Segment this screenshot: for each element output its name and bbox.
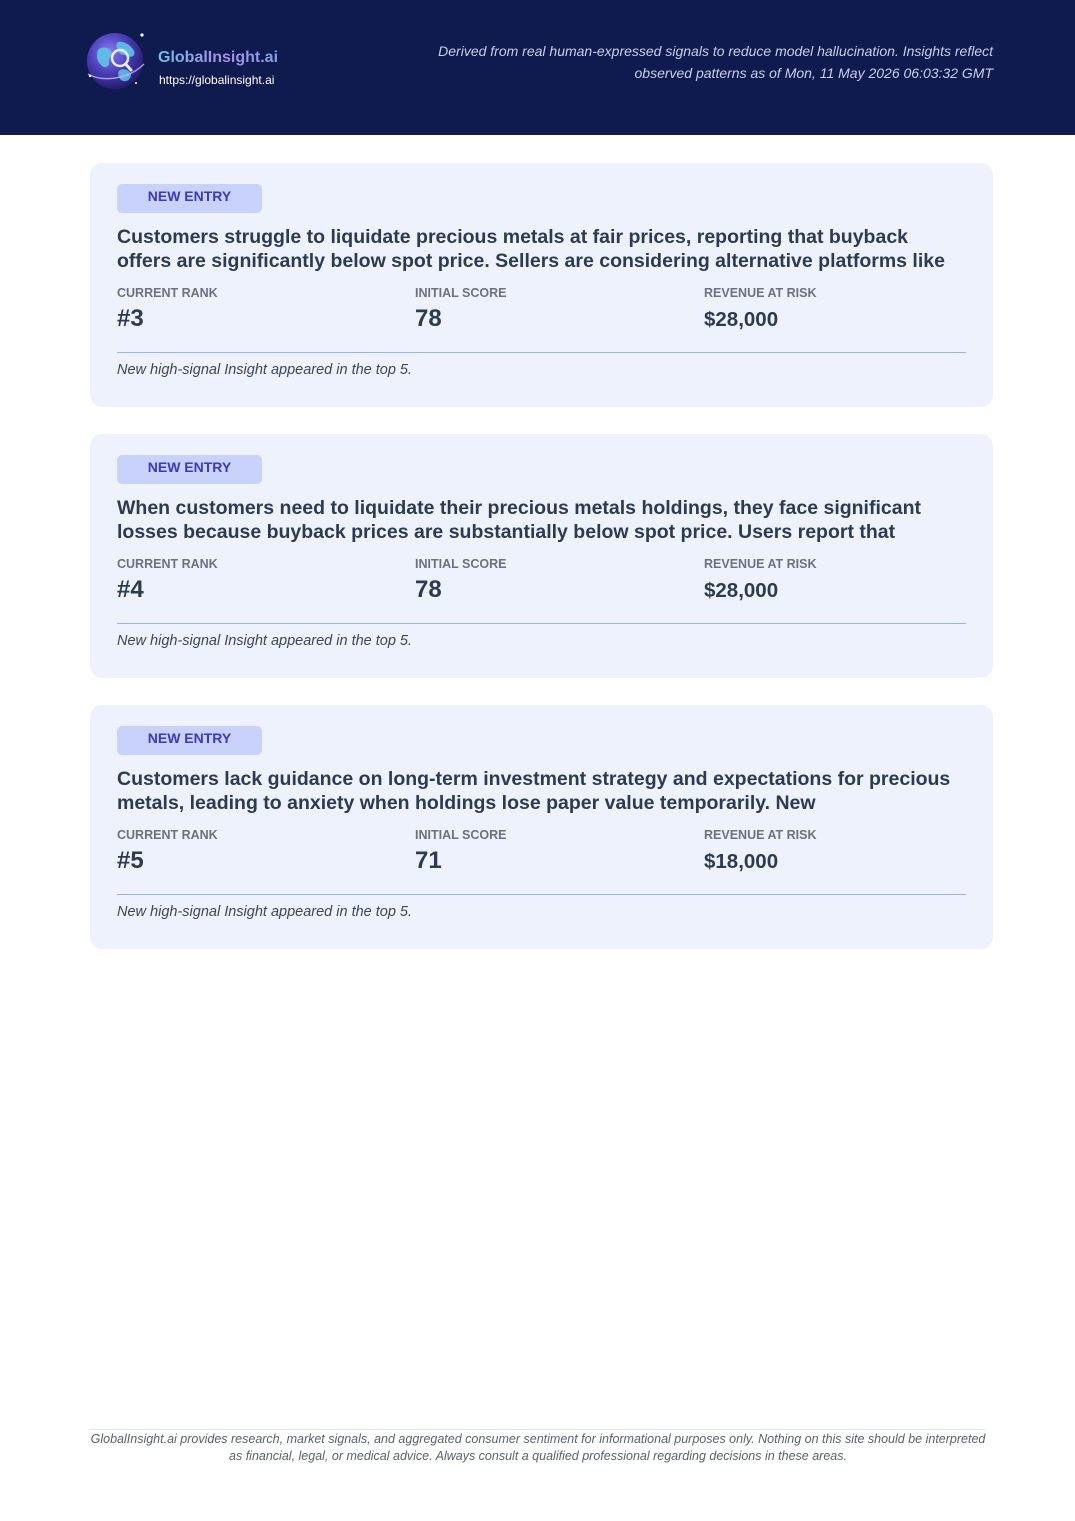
revenue-at-risk-label: REVENUE AT RISK — [704, 557, 817, 571]
revenue-at-risk-value: $18,000 — [704, 850, 779, 873]
initial-score-label: INITIAL SCORE — [415, 286, 507, 300]
insight-title: Customers struggle to liquidate precious metals at fair prices, reporting that buyback offers are significantly below spot price. Sellers are considering alternative platforms like — [117, 226, 945, 272]
brand-url-link[interactable]: https://globalinsight.ai — [159, 73, 275, 87]
new-entry-badge: NEW ENTRY — [117, 455, 262, 484]
revenue-at-risk-value: $28,000 — [704, 579, 779, 602]
current-rank-value: #5 — [117, 847, 144, 874]
insight-title: When customers need to liquidate their precious metals holdings, they face significant losses because buyback prices are substantially below spot price. Users report that — [117, 497, 921, 543]
current-rank-value: #4 — [117, 576, 144, 603]
header-tagline: Derived from real human-expressed signals to reduce model hallucination. Insights reflect observed patterns as of Mon, 11 May 2026 06:03:32 GMT — [438, 43, 993, 81]
initial-score-label: INITIAL SCORE — [415, 828, 507, 842]
card-divider — [117, 894, 966, 895]
current-rank-value: #3 — [117, 305, 144, 332]
insight-card — [90, 434, 993, 678]
footer-disclaimer: GlobalInsight.ai provides research, market signals, and aggregated consumer sentiment for informational purposes only. Nothing on this site should be interpreted as financial, legal, or medical advice. Always consult a qualified professional regarding decisions in these areas. — [90, 1432, 986, 1463]
card-note: New high-signal Insight appeared in the top 5. — [117, 633, 413, 649]
card-divider — [117, 623, 966, 624]
initial-score-value: 78 — [415, 576, 442, 603]
new-entry-badge: NEW ENTRY — [117, 184, 262, 213]
insight-card — [90, 163, 993, 407]
initial-score-value: 71 — [415, 847, 442, 874]
revenue-at-risk-value: $28,000 — [704, 308, 779, 331]
card-note: New high-signal Insight appeared in the top 5. — [117, 904, 413, 920]
current-rank-label: CURRENT RANK — [117, 557, 218, 571]
brand-name[interactable]: GlobalInsight.ai — [158, 49, 279, 66]
revenue-at-risk-label: REVENUE AT RISK — [704, 286, 817, 300]
initial-score-label: INITIAL SCORE — [415, 557, 507, 571]
footer-divider — [90, 1429, 986, 1430]
globe-magnifier-icon — [84, 28, 148, 92]
current-rank-label: CURRENT RANK — [117, 286, 218, 300]
current-rank-label: CURRENT RANK — [117, 828, 218, 842]
revenue-at-risk-label: REVENUE AT RISK — [704, 828, 817, 842]
card-divider — [117, 352, 966, 353]
insight-title: Customers lack guidance on long-term investment strategy and expectations for precious metals, leading to anxiety when holdings lose paper value temporarily. New — [117, 768, 951, 814]
new-entry-badge: NEW ENTRY — [117, 726, 262, 755]
card-note: New high-signal Insight appeared in the top 5. — [117, 362, 413, 378]
page-header — [0, 0, 1075, 135]
insight-card — [90, 705, 993, 949]
initial-score-value: 78 — [415, 305, 442, 332]
